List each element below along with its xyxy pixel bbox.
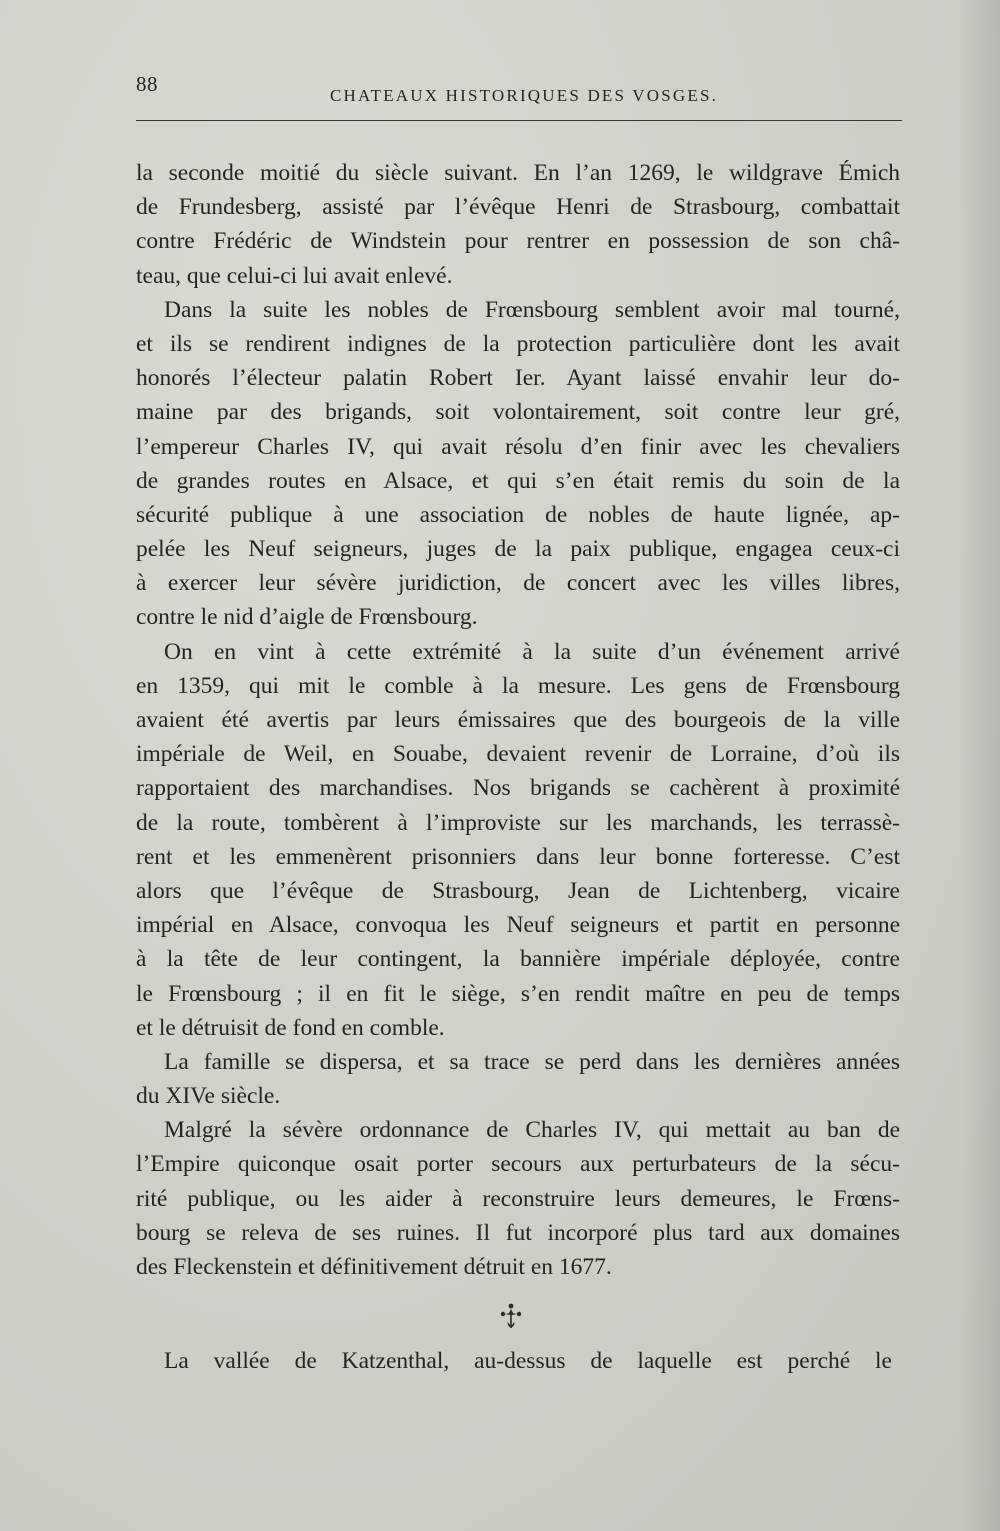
text-line: et ils se rendirent indignes de la protection particulière dont les avait [136, 330, 900, 357]
text-line: impériale de Weil, en Souabe, devaient revenir de Lorraine, d’où ils [136, 741, 900, 768]
page-edge-shadow [960, 0, 1000, 1531]
text-line: On en vint à cette extrémité à la suite d’un événement arrivé [164, 638, 900, 665]
text-line: maine par des brigands, soit volontairement, soit contre leur gré, [136, 399, 900, 426]
text-line: honorés l’électeur palatin Robert Ier. Ayant laissé envahir leur do- [136, 365, 900, 392]
text-line: Dans la suite les nobles de Frœnsbourg semblent avoir mal tourné, [164, 296, 900, 323]
text-line: impérial en Alsace, convoqua les Neuf seigneurs et partit en personne [136, 912, 900, 939]
text-line: alors que l’évêque de Strasbourg, Jean de Lichtenberg, vicaire [136, 877, 900, 904]
text-line: rent et les emmenèrent prisonniers dans leur bonne forteresse. C’est [136, 843, 900, 870]
text-line: contre Frédéric de Windstein pour rentrer en possession de son châ- [136, 228, 900, 255]
text-line: la seconde moitié du siècle suivant. En l’an 1269, le wildgrave Émich [136, 160, 900, 186]
page-number: 88 [136, 72, 158, 96]
text-line: pelée les Neuf seigneurs, juges de la paix publique, engagea ceux-ci [136, 536, 900, 563]
text-line: bourg se releva de ses ruines. Il fut incorporé plus tard aux domaines [136, 1219, 900, 1246]
text-line: des Fleckenstein et définitivement détruit en 1677. [136, 1254, 612, 1280]
text-line: teau, que celui-ci lui avait enlevé. [136, 262, 453, 289]
text-line: de grandes routes en Alsace, et qui s’en était remis du soin de la [136, 467, 900, 494]
text-line: en 1359, qui mit le comble à la mesure. Les gens de Frœnsbourg [136, 672, 900, 699]
text-line: Malgré la sévère ordonnance de Charles IV, qui mettait au ban de [164, 1117, 900, 1144]
text-line: sécurité publique à une association de nobles de haute lignée, ap- [136, 501, 900, 528]
text-line: rapportaient des marchandises. Nos brigands se cachèrent à proximité [136, 775, 900, 802]
text-line: à la tête de leur contingent, la bannière impériale déployée, contre [136, 946, 900, 973]
text-line: de la route, tombèrent à l’improviste sur les marchands, les terrassè- [136, 809, 900, 836]
fleuron-icon [499, 1302, 523, 1332]
body-text [136, 156, 900, 1284]
text-line: de Frundesberg, assisté par l’évêque Henri de Strasbourg, combattait [136, 194, 900, 221]
text-line: l’Empire quiconque osait porter secours aux perturbateurs de la sécu- [136, 1151, 900, 1178]
text-line: le Frœnsbourg ; il en fit le siège, s’en rendit maître en peu de temps [136, 980, 900, 1007]
text-line: rité publique, ou les aider à reconstruire leurs demeures, le Frœns- [136, 1185, 900, 1212]
text-line: et le détruisit de fond en comble. [136, 1014, 445, 1041]
text-line: La famille se dispersa, et sa trace se perd dans les dernières années [164, 1048, 900, 1075]
text-line: l’empereur Charles IV, qui avait résolu d’en finir avec les chevaliers [136, 433, 900, 460]
text-line: du XIVe siècle. [136, 1083, 281, 1110]
text-line: à exercer leur sévère juridiction, de concert avec les villes libres, [136, 570, 900, 597]
running-title: CHATEAUX HISTORIQUES DES VOSGES. [330, 86, 719, 105]
header-rule [136, 120, 902, 121]
text-line: contre le nid d’aigle de Frœnsbourg. [136, 604, 478, 631]
continuation-paragraph [136, 1344, 892, 1378]
page-header [136, 72, 902, 112]
text-line: avaient été avertis par leurs émissaires que des bourgeois de la ville [136, 707, 900, 733]
text-line: La vallée de Katzenthal, au-dessus de laquelle est perché le [164, 1348, 892, 1374]
